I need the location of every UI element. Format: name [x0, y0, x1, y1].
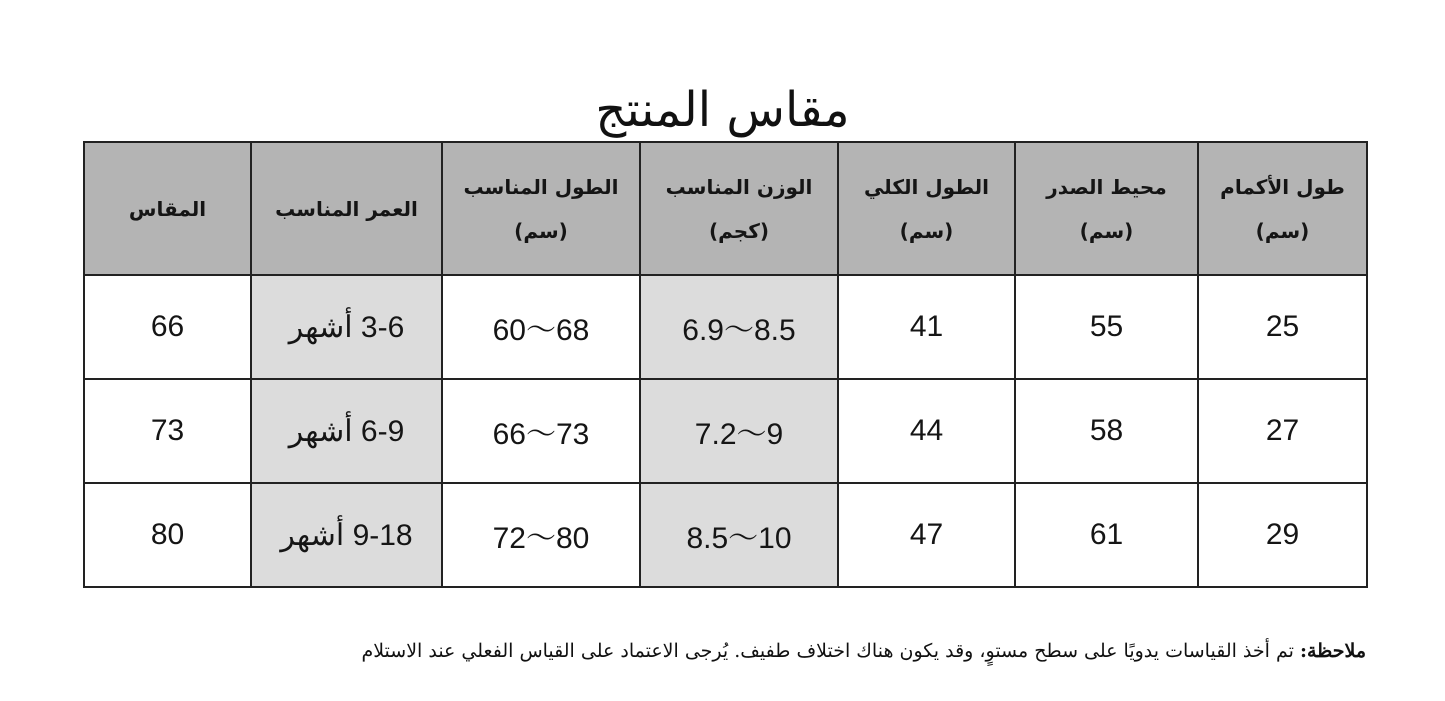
- cell-chest-circumference: 58: [1015, 379, 1198, 483]
- cell-value: 72～80: [492, 522, 590, 555]
- cell-suitable-age: 9-18 أشهر: [251, 483, 442, 587]
- header-unit: (سم): [1079, 218, 1134, 243]
- cell-size: 73: [84, 379, 251, 483]
- cell-suitable-height: [442, 275, 640, 379]
- size-chart-table: [83, 141, 1368, 588]
- cell-suitable-height: [442, 483, 640, 587]
- header-suitable-weight: [640, 142, 838, 275]
- cell-suitable-age: 6-9 أشهر: [251, 379, 442, 483]
- table-row: [84, 379, 1367, 483]
- cell-suitable-age: 3-6 أشهر: [251, 275, 442, 379]
- cell-suitable-weight: [640, 483, 838, 587]
- cell-total-length: 41: [838, 275, 1015, 379]
- table-header: [84, 142, 1367, 275]
- cell-size: 66: [84, 275, 251, 379]
- page-title: مقاس المنتج: [595, 82, 850, 139]
- cell-total-length: 44: [838, 379, 1015, 483]
- header-label: محيط الصدر: [1046, 174, 1167, 199]
- cell-value: 8.5～10: [686, 522, 792, 555]
- header-sleeve-length: [1198, 142, 1367, 275]
- header-label: الطول الكلي: [863, 174, 990, 199]
- note-label: ملاحظة:: [1299, 640, 1366, 662]
- header-suitable-age: [251, 142, 442, 275]
- header-unit: (كجم): [708, 218, 769, 243]
- table-row: [84, 483, 1367, 587]
- header-unit: (سم): [1255, 218, 1310, 243]
- cell-value: 66～73: [492, 418, 590, 451]
- cell-value: 6.9～8.5: [682, 314, 796, 347]
- cell-sleeve-length: 25: [1198, 275, 1367, 379]
- header-size: [84, 142, 251, 275]
- cell-sleeve-length: 27: [1198, 379, 1367, 483]
- cell-value: 60～68: [492, 314, 590, 347]
- header-label: العمر المناسب: [275, 196, 418, 221]
- header-unit: (سم): [899, 218, 954, 243]
- header-chest-circumference: [1015, 142, 1198, 275]
- header-label: الطول المناسب: [463, 174, 619, 199]
- cell-size: 80: [84, 483, 251, 587]
- table-row: [84, 275, 1367, 379]
- header-unit: (سم): [514, 218, 568, 243]
- cell-suitable-height: [442, 379, 640, 483]
- measurement-note: [83, 631, 1366, 671]
- cell-total-length: 47: [838, 483, 1015, 587]
- header-label: طول الأكمام: [1220, 174, 1345, 199]
- note-text: تم أخذ القياسات يدويًا على سطح مستوٍ، وقد يكون هناك اختلاف طفيف. يُرجى الاعتماد على القياس الفعلي عند الاستلام: [361, 640, 1294, 662]
- table-body: [84, 275, 1367, 587]
- cell-chest-circumference: 55: [1015, 275, 1198, 379]
- header-row: [84, 142, 1367, 275]
- header-suitable-height: [442, 142, 640, 275]
- header-total-length: [838, 142, 1015, 275]
- cell-value: 7.2～9: [694, 418, 784, 451]
- header-label: الوزن المناسب: [665, 174, 813, 199]
- header-label: المقاس: [128, 196, 207, 221]
- cell-chest-circumference: 61: [1015, 483, 1198, 587]
- cell-suitable-weight: [640, 379, 838, 483]
- cell-sleeve-length: 29: [1198, 483, 1367, 587]
- cell-suitable-weight: [640, 275, 838, 379]
